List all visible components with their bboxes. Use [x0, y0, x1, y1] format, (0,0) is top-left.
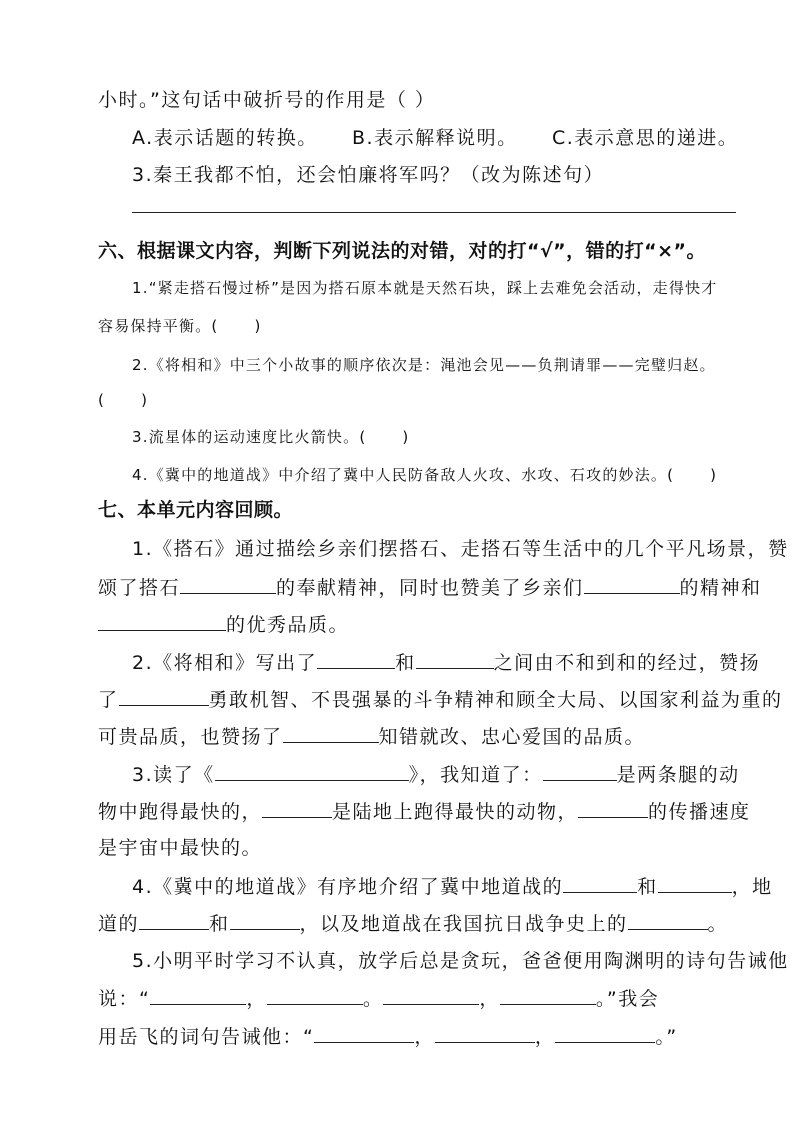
s6-item-2a: 2.《将相和》中三个小故事的顺序依次是：渑池会见——负荆请罪——完璧归赵。: [132, 356, 716, 374]
fill-blank[interactable]: [563, 874, 637, 893]
fill-blank[interactable]: [383, 986, 479, 1005]
fill-blank[interactable]: [139, 911, 209, 930]
fill-blank[interactable]: [317, 650, 395, 669]
s6-item-1a: 1.“紧走搭石慢过桥”是因为搭石原本就是天然石块，踩上去难免会活动，走得快才: [132, 279, 718, 297]
s7-p3-line-c: 是宇宙中最快的。: [98, 837, 263, 859]
answer-line[interactable]: [132, 212, 736, 213]
section-7-title: 七、本单元内容回顾。: [98, 499, 294, 521]
fill-blank[interactable]: [230, 911, 300, 930]
s6-item-2b: ( ): [98, 391, 149, 409]
fill-blank[interactable]: [98, 612, 226, 631]
fill-blank[interactable]: [416, 650, 494, 669]
s7-p3-line-b: 物中跑得最快的， 是陆地上跑得最快的动物， 的传播速度: [98, 801, 751, 823]
q5-option-a: A.表示话题的转换。: [132, 127, 318, 149]
fill-blank[interactable]: [435, 1024, 535, 1043]
s7-p2-line-b: 了 勇敢机智、不畏强暴的斗争精神和顾全大局、以国家利益为重的: [98, 689, 783, 711]
fill-blank[interactable]: [262, 799, 332, 818]
s7-p5-line-b: 说：“ ， 。 ， 。”我会: [98, 988, 660, 1010]
q5-line1: 小时。”这句话中破折号的作用是（ ）: [98, 89, 436, 111]
s6-item-3: 3.流星体的运动速度比火箭快。( ): [132, 428, 410, 446]
s6-item-1b: 容易保持平衡。( ): [98, 317, 262, 335]
q5-item-3: 3.秦王我都不怕，还会怕廉将军吗？（改为陈述句）: [132, 164, 605, 186]
fill-blank[interactable]: [500, 986, 596, 1005]
fill-blank[interactable]: [578, 799, 648, 818]
s7-p5-line-c: 用岳飞的词句告诫他：“ ， ， 。”: [98, 1026, 678, 1048]
fill-blank[interactable]: [658, 874, 732, 893]
fill-blank[interactable]: [215, 762, 409, 781]
s7-p1-line-a: 1.《搭石》通过描绘乡亲们摆搭石、走搭石等生活中的几个平凡场景，赞: [132, 538, 789, 560]
s7-p2-line-c: 可贵品质，也赞扬了 知错就改、忠心爱国的品质。: [98, 726, 646, 748]
fill-blank[interactable]: [150, 986, 246, 1005]
s7-p5-line-a: 5.小明平时学习不认真，放学后总是贪玩，爸爸便用陶渊明的诗句告诫他: [132, 950, 789, 972]
fill-blank[interactable]: [180, 575, 276, 594]
s7-p3-line-a: 3.读了《 》，我知道了： 是两条腿的动: [132, 764, 740, 786]
fill-blank[interactable]: [628, 911, 708, 930]
s7-p4-line-b: 道的 和 ，以及地道战在我国抗日战争史上的 。: [98, 913, 729, 935]
s7-p1-line-c: 的优秀品质。: [98, 612, 349, 637]
fill-blank[interactable]: [543, 762, 617, 781]
fill-blank[interactable]: [267, 986, 363, 1005]
fill-blank[interactable]: [314, 1024, 414, 1043]
s7-p2-line-a: 2.《将相和》写出了 和 之间由不和到和的经过，赞扬: [132, 652, 761, 674]
s7-p1-line-b: 颂了搭石 的奉献精神，同时也赞美了乡亲们 的精神和: [98, 577, 762, 599]
s6-item-4: 4.《冀中的地道战》中介绍了冀中人民防备敌人火攻、水攻、石攻的妙法。( ): [132, 466, 718, 484]
s7-p4-line-a: 4.《冀中的地道战》有序地介绍了冀中地道战的 和 ，地: [132, 876, 773, 898]
fill-blank[interactable]: [584, 575, 680, 594]
q5-option-b: B.表示解释说明。: [352, 127, 518, 149]
q5-option-c: C.表示意思的递进。: [552, 127, 739, 149]
section-6-title: 六、根据课文内容，判断下列说法的对错，对的打“√”，错的打“×”。: [98, 240, 707, 262]
fill-blank[interactable]: [119, 687, 209, 706]
fill-blank[interactable]: [555, 1024, 655, 1043]
fill-blank[interactable]: [283, 724, 379, 743]
